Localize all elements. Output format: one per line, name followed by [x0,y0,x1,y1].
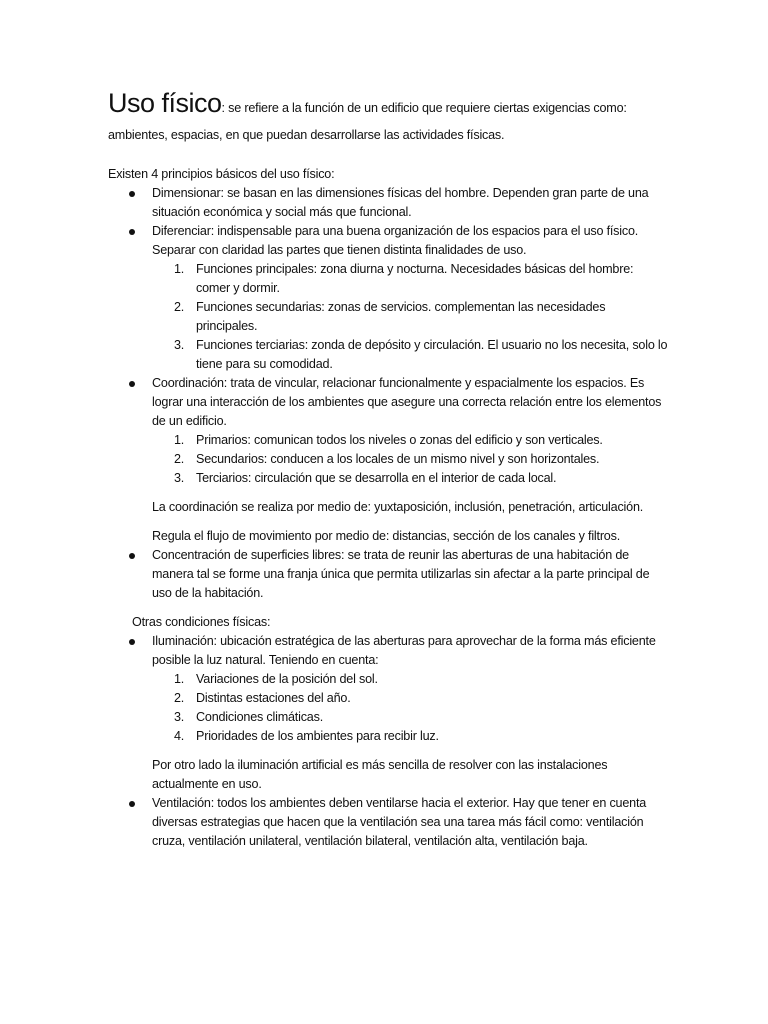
principles-intro: Existen 4 principios básicos del uso físico: [108,167,335,181]
list-item: 3. Condiciones climáticas. [174,710,323,724]
list-item: 3. Funciones terciarias: zonda de depósito y circulación. El usuario no los necesita, solo lo tiene para su comodidad. [174,338,668,371]
functions-list [152,260,668,374]
illumination-factors-list [152,670,668,746]
intro-paragraph [108,88,668,147]
list-item-text: Coordinación: trata de vincular, relacionar funcionalmente y espacialmente los espacios. Es lograr una interacción de los ambientes que asegure una correcta relación entre los elementos de un edificio. [152,376,662,428]
list-item: 1. Variaciones de la posición del sol. [174,672,378,686]
list-item-diferenciar [108,222,668,374]
list-item-text: Dimensionar: se basan en las dimensiones físicas del hombre. Dependen gran parte de una situación económica y social más que funcional. [152,186,649,219]
list-item: 2. Distintas estaciones del año. [174,691,351,705]
coordination-note: La coordinación se realiza por medio de: yuxtaposición, inclusión, penetración, articulación. [152,500,644,514]
list-item-ventilacion [108,794,668,851]
list-item: 2. Secundarios: conducen a los locales de un mismo nivel y son horizontales. [174,452,600,466]
principles-list [108,184,668,488]
list-item-text: Diferenciar: indispensable para una buena organización de los espacios para el uso físico. Separar con claridad las partes que tienen distinta finalidades de uso. [152,224,639,257]
list-item-dimensionar [108,184,668,222]
list-item-text: Concentración de superficies libres: se trata de reunir las aberturas de una habitación de manera tal se forme una franja única que permita utilizarlas sin afectar a la parte principal de uso de la habitación. [152,548,650,600]
list-item-text: Ventilación: todos los ambientes deben ventilarse hacia el exterior. Hay que tener en cuenta diversas estrategias que hacen que la ventilación sea una tarea más fácil como: ventilación cruza, ventilación unilateral, ventilación bilateral, ventilación alta, ventilación baja. [152,796,647,848]
list-item-iluminacion [108,632,668,746]
other-conditions-heading: Otras condiciones físicas: [132,615,271,629]
list-item-text: Iluminación: ubicación estratégica de las aberturas para aprovechar de la forma más eficiente posible la luz natural. Teniendo en cuenta: [152,634,656,667]
conditions-list [108,632,668,746]
list-item: 4. Prioridades de los ambientes para recibir luz. [174,729,439,743]
document-title: Uso físico [108,88,222,118]
definition-text-first: : se refiere a la función de un edificio que requiere ciertas exigencias como: [221,101,627,115]
list-item: 1. Funciones principales: zona diurna y nocturna. Necesidades básicas del hombre: comer y dormir. [174,262,634,295]
definition-text-second: ambientes, espacias, en que puedan desarrollarse las actividades físicas. [108,128,505,142]
list-item: 2. Funciones secundarias: zonas de servicios. complementan las necesidades principales. [174,300,606,333]
flow-note: Regula el flujo de movimiento por medio de: distancias, sección de los canales y filtros. [152,529,621,543]
circulation-list [152,431,668,488]
list-item-coordinacion [108,374,668,488]
conditions-list-continued [108,794,668,851]
artificial-light-note: Por otro lado la iluminación artificial es más sencilla de resolver con las instalaciones actualmente en uso. [152,758,608,791]
list-item: 3. Terciarios: circulación que se desarrolla en el interior de cada local. [174,471,557,485]
principles-list-continued [108,546,668,603]
list-item: 1. Primarios: comunican todos los niveles o zonas del edificio y son verticales. [174,433,603,447]
list-item-concentracion [108,546,668,603]
